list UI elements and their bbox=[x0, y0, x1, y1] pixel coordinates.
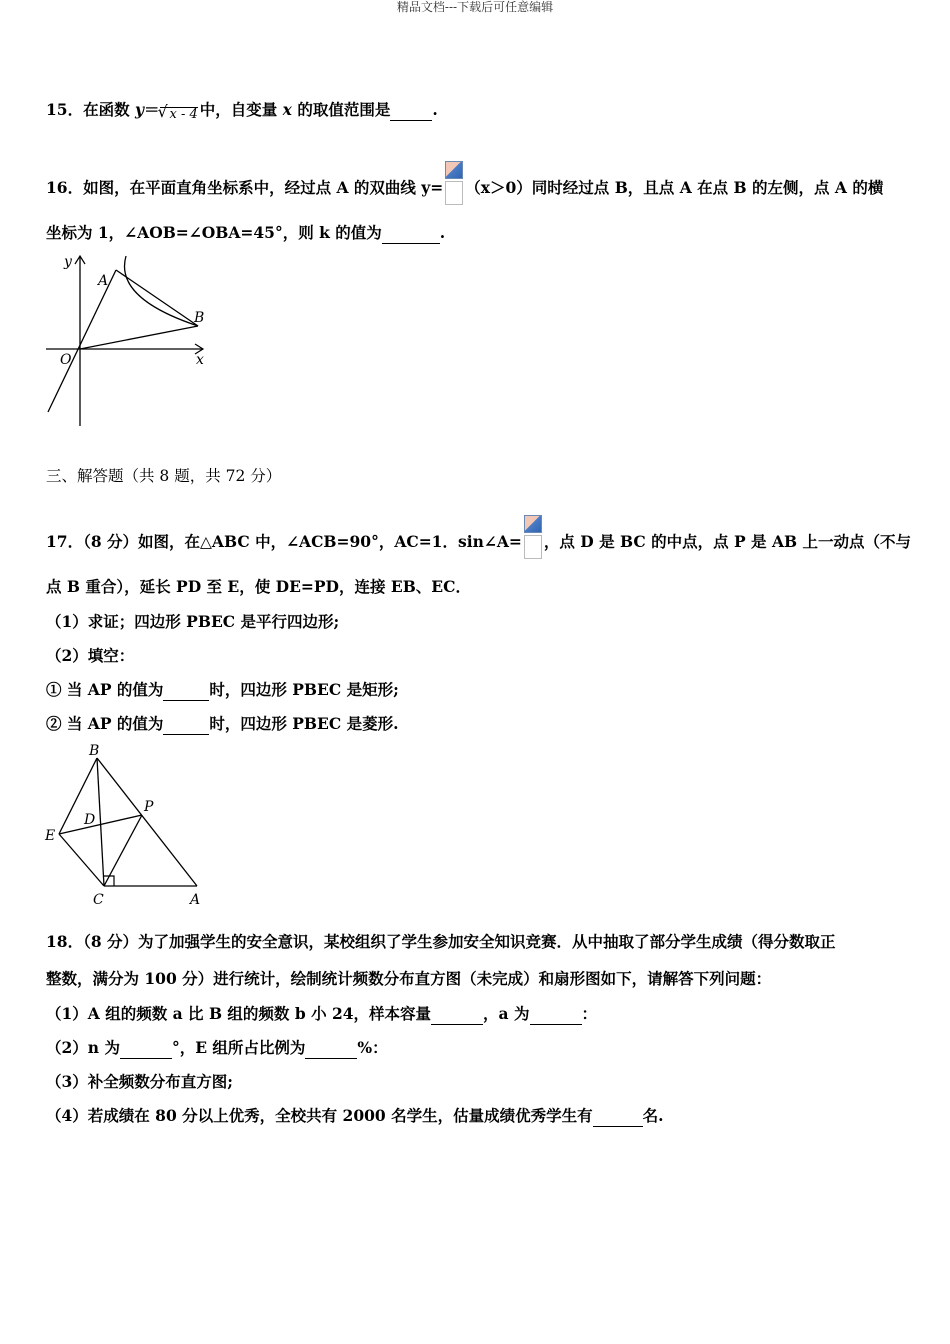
label-d: D bbox=[84, 812, 96, 828]
q15-eq: ＝ bbox=[143, 100, 160, 119]
q18-part1 bbox=[46, 1004, 597, 1025]
q15-prefix: 15．在函数 bbox=[46, 100, 135, 119]
answer-blank bbox=[120, 1038, 172, 1059]
q18-part2 bbox=[46, 1038, 388, 1059]
label-b: B bbox=[89, 743, 100, 759]
label-p: P bbox=[144, 799, 154, 815]
q18-part3: （3）补全频数分布直方图; bbox=[46, 1072, 234, 1091]
line-oa bbox=[48, 270, 116, 412]
q18-part4-prefix: （4）若成绩在 80 分以上优秀，全校共有 2000 名学生，估量成绩优秀学生有 bbox=[46, 1106, 593, 1125]
label-a: A bbox=[190, 892, 201, 908]
answer-blank bbox=[163, 680, 209, 701]
answer-blank bbox=[382, 223, 440, 244]
q17-part1: （1）求证；四边形 PBEC 是平行四边形; bbox=[46, 612, 340, 631]
answer-blank bbox=[431, 1004, 483, 1025]
label-y: y bbox=[64, 254, 72, 270]
q17-sub2-suffix: 时，四边形 PBEC 是菱形. bbox=[209, 714, 399, 733]
q15-tail: 的取值范围是 bbox=[291, 100, 391, 119]
label-e: E bbox=[45, 828, 56, 844]
q17-sub1-suffix: 时，四边形 PBEC 是矩形; bbox=[209, 680, 399, 699]
question-15 bbox=[46, 100, 438, 122]
answer-blank bbox=[390, 100, 432, 121]
label-a: A bbox=[98, 273, 109, 289]
q15-x: x bbox=[282, 100, 292, 119]
q18-part4 bbox=[46, 1106, 664, 1127]
q18-part1-end: ： bbox=[581, 1004, 598, 1023]
q15-suffix: 中，自变量 bbox=[199, 100, 283, 119]
question-16-line1 bbox=[46, 161, 883, 207]
label-b: B bbox=[194, 310, 205, 326]
q18-part2-end: %： bbox=[357, 1038, 388, 1057]
q18-part2-prefix: （2）n 为 bbox=[46, 1038, 120, 1057]
label-x: x bbox=[196, 352, 204, 368]
hyperbola-curve bbox=[125, 256, 199, 326]
q16-line2: 坐标为 1，∠AOB=∠OBA=45°，则 k 的值为 bbox=[46, 223, 382, 242]
broken-image-icon bbox=[524, 515, 542, 561]
q15-y: y bbox=[134, 100, 144, 119]
q18-part4-end: 名. bbox=[642, 1106, 664, 1125]
q18-part2-mid: °，E 组所占比例为 bbox=[171, 1038, 306, 1057]
q17-sub1 bbox=[46, 680, 399, 701]
line-ab bbox=[116, 270, 198, 326]
question-18-line2: 整数，满分为 100 分）进行统计，绘制统计频数分布直方图（未完成）和扇形图如下，请解答下列问题： bbox=[46, 969, 772, 988]
q18-part1-mid: ，a 为 bbox=[483, 1004, 530, 1023]
q17-triangle-figure bbox=[40, 740, 215, 910]
q16-line1-suffix: （x＞0）同时经过点 B，且点 A 在点 B 的左侧，点 A 的横 bbox=[465, 178, 884, 197]
question-17-line2: 点 B 重合），延长 PD 至 E，使 DE=PD，连接 EB、EC． bbox=[46, 577, 471, 596]
q16-line1-prefix: 16．如图，在平面直角坐标系中，经过点 A 的双曲线 y= bbox=[46, 178, 444, 197]
q18-part1-prefix: （1）A 组的频数 a 比 B 组的频数 b 小 24，样本容量 bbox=[46, 1004, 432, 1023]
q16-coordinate-figure bbox=[40, 250, 215, 430]
answer-blank bbox=[305, 1038, 357, 1059]
q17-sub1-prefix: ① 当 AP 的值为 bbox=[46, 680, 164, 699]
q17-sub2-prefix: ② 当 AP 的值为 bbox=[46, 714, 164, 733]
answer-blank bbox=[593, 1106, 643, 1127]
line-ob bbox=[80, 326, 198, 349]
q17-part2: （2）填空： bbox=[46, 646, 135, 665]
label-c: C bbox=[93, 892, 104, 908]
answer-blank bbox=[163, 714, 209, 735]
question-16-line2 bbox=[46, 223, 445, 244]
question-18-line1: 18．（8 分）为了加强学生的安全意识，某校组织了学生参加安全知识竞赛．从中抽取了部分学生成绩（得分数取正 bbox=[46, 932, 836, 951]
label-o: O bbox=[60, 352, 72, 368]
q17-line1-prefix: 17．（8 分）如图，在△ABC 中，∠ACB=90°，AC=1．sin∠A= bbox=[46, 532, 522, 551]
page-header: 精品文档---下载后可任意编辑 bbox=[396, 0, 554, 14]
broken-image-icon bbox=[445, 161, 463, 207]
segment-cp bbox=[104, 815, 142, 886]
segment-bc bbox=[97, 758, 104, 886]
q17-line1-suffix: ，点 D 是 BC 的中点，点 P 是 AB 上一动点（不与 bbox=[543, 532, 911, 551]
segment-ec bbox=[59, 834, 104, 886]
q16-line2-end: . bbox=[439, 223, 446, 242]
question-17-line1 bbox=[46, 515, 911, 561]
q17-sub2 bbox=[46, 714, 398, 735]
sqrt-radical: √ x - 4 bbox=[160, 107, 198, 122]
answer-blank bbox=[530, 1004, 582, 1025]
q15-end: . bbox=[432, 100, 438, 119]
section-heading: 三、解答题（共 8 题，共 72 分） bbox=[46, 467, 282, 485]
